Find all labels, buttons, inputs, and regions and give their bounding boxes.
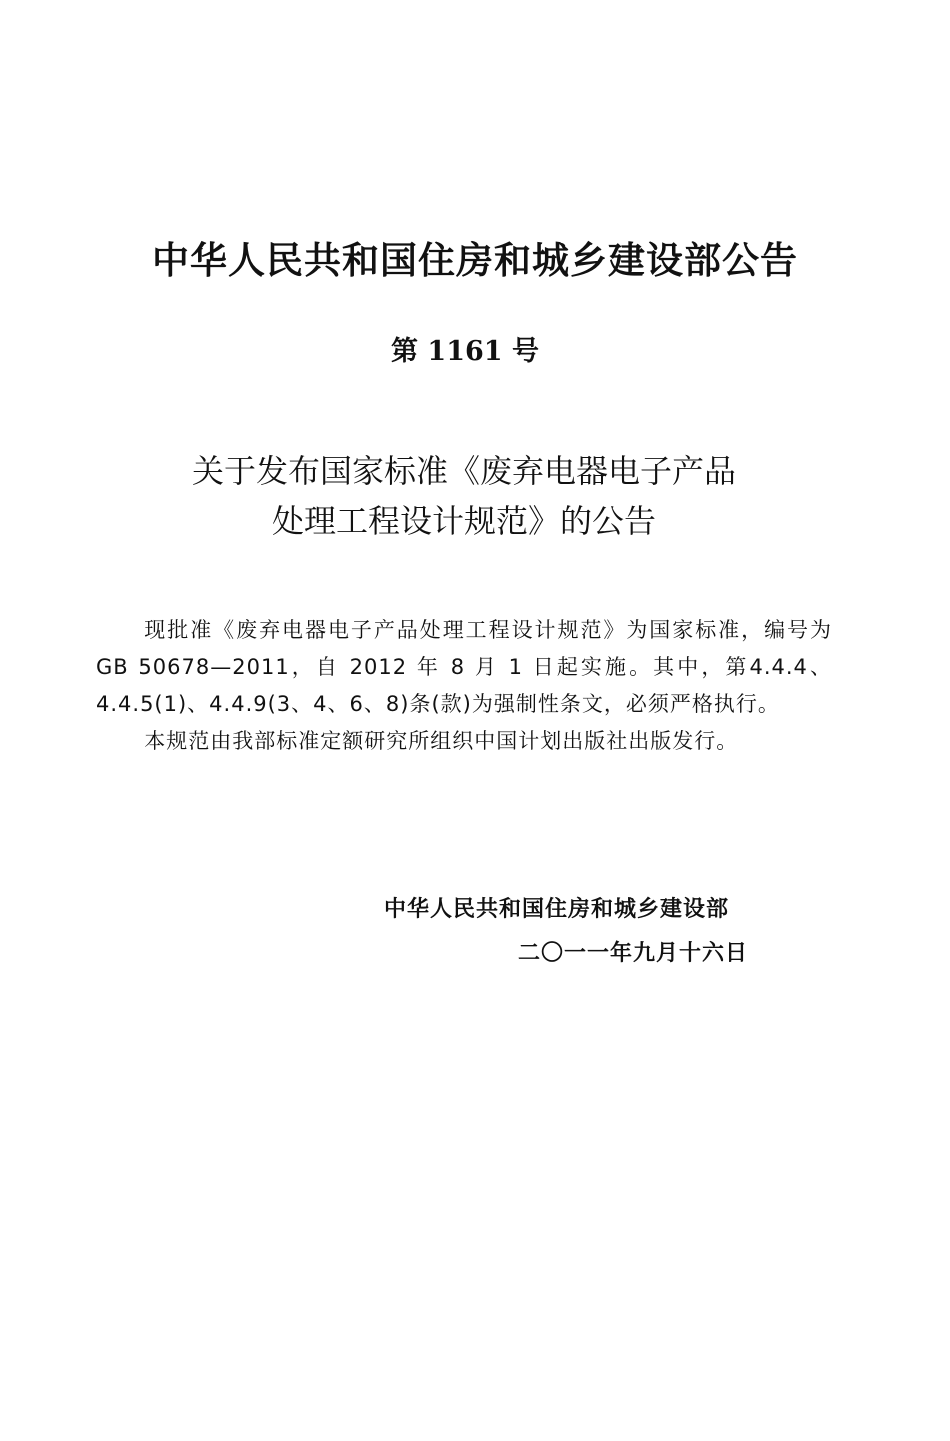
subject-line-2: 处理工程设计规范》的公告	[271, 502, 656, 540]
body-paragraph-1: 现批准《废弃电器电子产品处理工程设计规范》为国家标准，编号为GB 50678—2011，自 2012 年 8 月 1 日起实施。其中，第4.4.4、4.4.5(1)、4.4.9(3、4、6、8)条(款)为强制性条文，必须严格执行。	[96, 618, 832, 716]
body-paragraph-2: 本规范由我部标准定额研究所组织中国计划出版社出版发行。	[144, 729, 739, 753]
signature-block	[384, 888, 784, 976]
subject-line-1: 关于发布国家标准《废弃电器电子产品	[191, 452, 736, 490]
announcement-number: 第 1161 号	[391, 336, 539, 367]
signature-date: 二〇一一年九月十六日	[518, 941, 749, 966]
announcement-title: 中华人民共和国住房和城乡建设部公告	[152, 239, 798, 282]
signature-organization: 中华人民共和国住房和城乡建设部	[384, 897, 730, 922]
announcement-body	[96, 612, 832, 760]
announcement-subject	[0, 446, 928, 546]
